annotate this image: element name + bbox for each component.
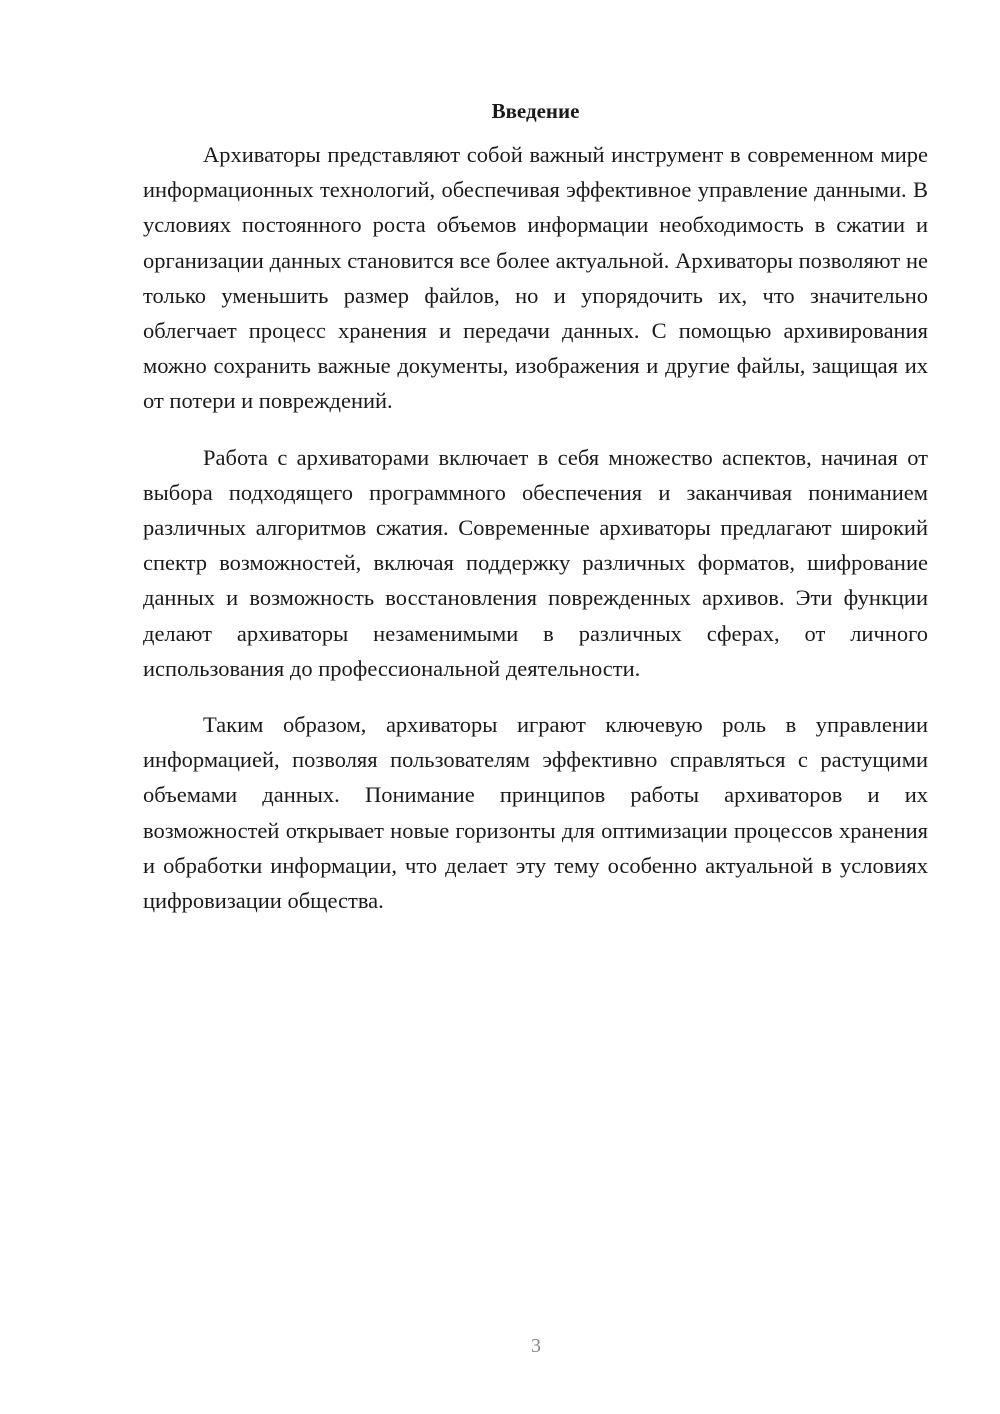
paragraph-1: Архиваторы представляют собой важный инструмент в современном мире информационных технологий, обеспечивая эффективное управление данными. В условиях постоянного роста объемов информации необходимость в сжатии и организации данных становится все более актуальной. Архиваторы позволяют не только уменьшить размер файлов, но и упорядочить их, что значительно облегчает процесс хранения и передачи данных. С помощью архивирования можно сохранить важные документы, изображения и другие файлы, защищая их от потери и повреждений. [143,142,928,414]
section-title: Введение [491,99,580,123]
page-number: 3 [531,1335,541,1357]
paragraph-3: Таким образом, архиваторы играют ключевую роль в управлении информацией, позволяя пользователям эффективно справляться с растущими объемами данных. Понимание принципов работы архиваторов и их возможностей открывает новые горизонты для оптимизации процессов хранения и обработки информации, что делает эту тему особенно актуальной в условиях цифровизации общества. [143,712,928,914]
page-content [143,96,928,939]
paragraph-2: Работа с архиваторами включает в себя множество аспектов, начиная от выбора подходящего программного обеспечения и заканчивая пониманием различных алгоритмов сжатия. Современные архиваторы предлагают широкий спектр возможностей, включая поддержку различных форматов, шифрование данных и возможность восстановления поврежденных архивов. Эти функции делают архиваторы незаменимыми в различных сферах, от личного использования до профессиональной деятельности. [143,444,928,681]
